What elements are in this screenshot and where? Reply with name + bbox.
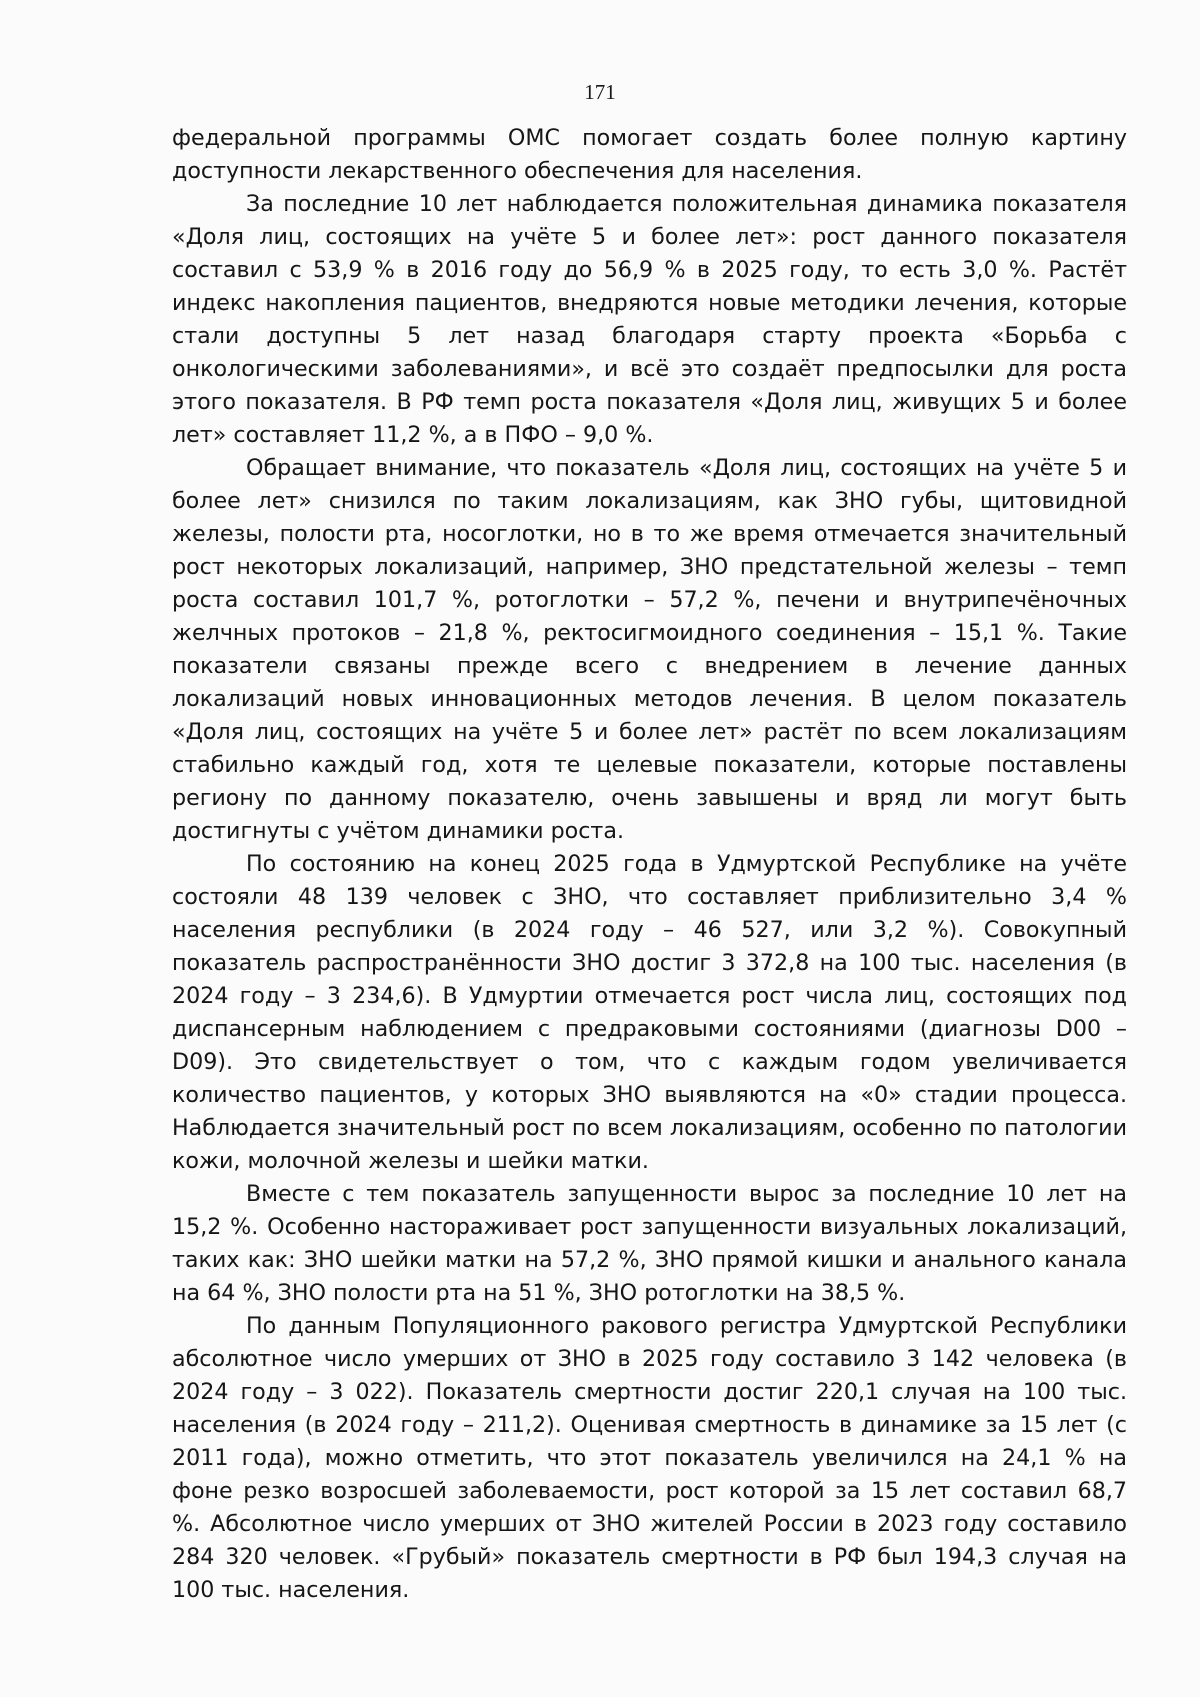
paragraph-localization-changes: Обращает внимание, что показатель «Доля лиц, состоящих на учёте 5 и более лет» снизился по таким локализациям, как ЗНО губы, щитовидной железы, полости рта, носоглотки, но в то же время отмечается значительный рост некоторых локализаций, например, ЗНО предстательной железы – темп роста составил 101,7 %, ротоглотки – 57,2 %, печени и внутрипечёночных желчных протоков – 21,8 %, ректосигмоидного соединения – 15,1 %. Такие показатели связаны прежде всего с внедрением в лечение данных локализаций новых инновационных методов лечения. В целом показатель «Доля лиц, состоящих на учёте 5 и более лет» растёт по всем локализациям стабильно каждый год, хотя те целевые показатели, которые поставлены региону по данному показателю, очень завышены и вряд ли могут быть достигнуты с учётом динамики роста. (172, 455, 1127, 844)
document-body (172, 122, 1127, 1607)
paragraph-continuation: федеральной программы ОМС помогает создать более полную картину доступности лекарственного обеспечения для населения. (172, 125, 1127, 184)
paragraph-five-year-share: За последние 10 лет наблюдается положительная динамика показателя «Доля лиц, состоящих на учёте 5 и более лет»: рост данного показателя составил с 53,9 % в 2016 году до 56,9 % в 2025 году, то есть 3,0 %. Растёт индекс накопления пациентов, внедряются новые методики лечения, которые стали доступны 5 лет назад благодаря старту проекта «Борьба с онкологическими заболеваниями», и всё это создаёт предпосылки для роста этого показателя. В РФ темп роста показателя «Доля лиц, живущих 5 и более лет» составляет 11,2 %, а в ПФО – 9,0 %. (172, 191, 1127, 448)
paragraph-late-diagnosis: Вместе с тем показатель запущенности вырос за последние 10 лет на 15,2 %. Особенно настораживает рост запущенности визуальных локализаций, таких как: ЗНО шейки матки на 57,2 %, ЗНО прямой кишки и анального канала на 64 %, ЗНО полости рта на 51 %, ЗНО ротоглотки на 38,5 %. (172, 1181, 1127, 1306)
paragraph-mortality: По данным Популяционного ракового регистра Удмуртской Республики абсолютное число умерших от ЗНО в 2025 году составило 3 142 человека (в 2024 году – 3 022). Показатель смертности достиг 220,1 случая на 100 тыс. населения (в 2024 году – 211,2). Оценивая смертность в динамике за 15 лет (с 2011 года), можно отметить, что этот показатель увеличился на 24,1 % на фоне резко возросшей заболеваемости, рост которой за 15 лет составил 68,7 %. Абсолютное число умерших от ЗНО жителей России в 2023 году составило 284 320 человек. «Грубый» показатель смертности в РФ был 194,3 случая на 100 тыс. населения. (172, 1313, 1127, 1603)
paragraph-registered-patients: По состоянию на конец 2025 года в Удмуртской Республике на учёте состояли 48 139 человек с ЗНО, что составляет приблизительно 3,4 % населения республики (в 2024 году – 46 527, или 3,2 %). Совокупный показатель распространённости ЗНО достиг 3 372,8 на 100 тыс. населения (в 2024 году – 3 234,6). В Удмуртии отмечается рост числа лиц, состоящих под диспансерным наблюдением с предраковыми состояниями (диагнозы D00 – D09). Это свидетельствует о том, что с каждым годом увеличивается количество пациентов, у которых ЗНО выявляются на «0» стадии процесса. Наблюдается значительный рост по всем локализациям, особенно по патологии кожи, молочной железы и шейки матки. (172, 851, 1127, 1174)
page-number: 171 (584, 80, 616, 104)
